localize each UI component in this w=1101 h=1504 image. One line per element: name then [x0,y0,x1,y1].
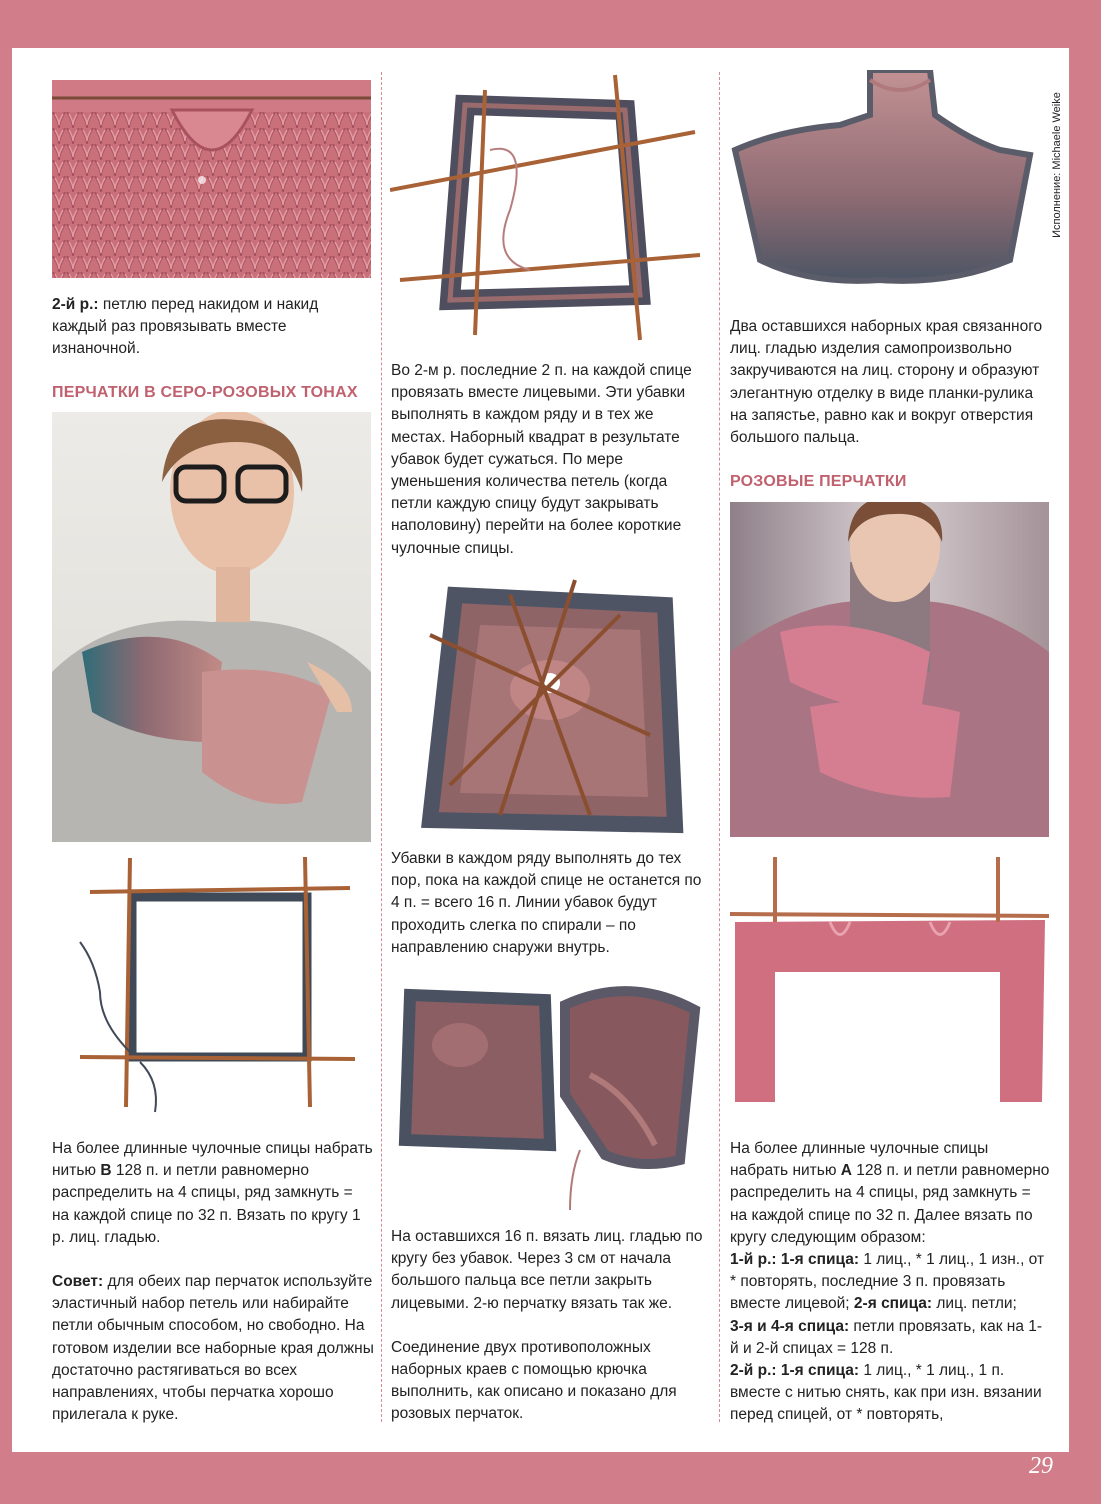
square-cast-on-photo [70,852,360,1117]
stitch-closeup-photo [52,80,371,278]
section-heading-pink: РОЗОВЫЕ ПЕРЧАТКИ [730,473,907,490]
pink-cast-on-photo [730,852,1049,1104]
model-grey-pink-mitts-photo [52,412,371,842]
col2-paragraph-thumb: На оставшихся 16 п. вязать лиц. гладью по кругу без убавок. Через 3 см от начала большого пальца все петли закрыть лицевыми. 2-ю перчатку вязать так же. Соединение двух противоположных наборных краев с помощью крючка выполнить, как описано и показано для розовых перчаток. [391,1228,703,1423]
col1-paragraph-cast-on: На более длинные чулочные спицы набрать нитью B 128 п. и петли равномерно распределить на 4 спицы, ряд замкнуть = на каждой спице по 32 п. Вязать по кругу 1 р. лиц. гладью. Совет: для обеих пар перчаток используйте эластичный набор петель или набирайте петли обычным способом, но свободно. На готовом изделии все наборные края должны достаточно растягиваться во всех направлениях, чтобы перчатка хорошо прилегала к руке. [52,1140,374,1424]
section-heading-grey-pink: ПЕРЧАТКИ В СЕРО-РОЗОВЫХ ТОНАХ [52,384,358,401]
two-mitts-flat-photo [390,975,710,1215]
column-divider-2 [719,72,720,1422]
square-decreases-photo [390,575,710,850]
photo-credit: Исполнение: Michaele Weike [1051,92,1063,238]
col2-paragraph-four-stitches: Убавки в каждом ряду выполнять до тех пор, пока на каждой спице не останется по 4 п. = всего 16 п. Линии убавок будут проходить слегка по спирали – по направлению снаружи внутрь. [391,850,702,956]
col2-paragraph-decreases: Во 2-м р. последние 2 п. на каждой спице провязать вместе лицевыми. Эти убавки выполнять в каждом ряду и в тех же местах. Наборный квадрат в результате убавок будет сужаться. По мере уменьшения количества петель (когда петли каждую спицу будут закрывать наполовину) перейти на более короткие чулочные спицы. [391,362,692,557]
col3-paragraph-edges: Два оставшихся наборных края связанного лиц. гладью изделия самопроизвольно закручиваются на лиц. сторону и образуют элегантную отделку в виде планки-рулика на запястье, равно как и вокруг отверстия большого пальца. [730,318,1043,447]
page-number: 29 [1029,1453,1053,1479]
column-divider-1 [381,72,382,1422]
finished-mitt-photo [730,70,1035,305]
model-pink-mitts-photo [730,502,1049,837]
stitch-caption: 2-й р.: петлю перед накидом и накид каждый раз провязывать вместе изнаночной. [52,296,319,358]
square-frame-needles-photo [390,70,710,350]
col3-paragraph-pattern: На более длинные чулочные спицы набрать нитью A 128 п. и петли равномерно распределить на 4 спицы, ряд замкнуть = на каждой спице по 32 п. Далее вязать по кругу следующим образом: 1-й р.: 1-я спица: 1 лиц., * 1 лиц., 1 изн., от * повторять, последние 3 п. провязать вместе лицевой; 2-я спица: лиц. петли; 3-я и 4-я спица: петли провязать, как на 1-й и 2-й спицах = 128 п. 2-й р.: 1-я спица: 1 лиц., * 1 лиц., 1 п. вместе с нитью снять, как при изн. вязании перед спицей, от * повторять, [730,1140,1050,1424]
